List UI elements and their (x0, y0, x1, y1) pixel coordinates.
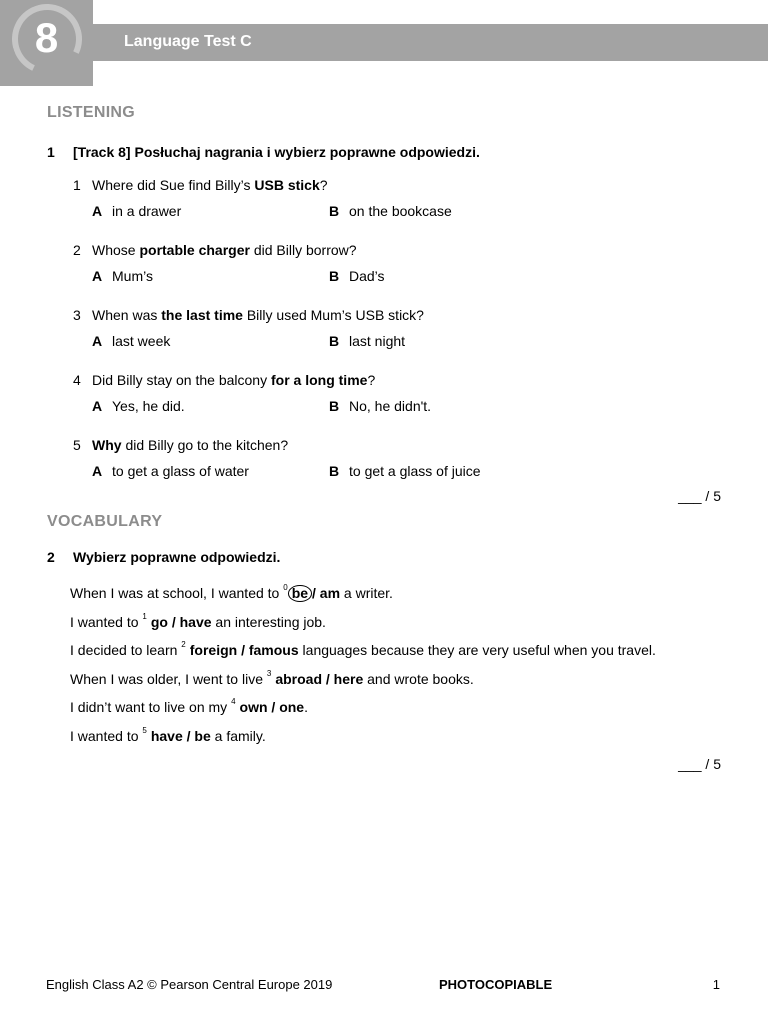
line-text-post: an interesting job. (211, 613, 326, 630)
question-5 (73, 437, 288, 453)
choice-options[interactable]: abroad / here (275, 670, 364, 687)
question-text-bold: portable charger (139, 242, 250, 258)
option-text: to get a glass of water (112, 463, 249, 479)
question-5-option-b[interactable] (329, 463, 481, 479)
question-text-pre: Whose (92, 242, 140, 258)
task-number: 2 (47, 549, 55, 565)
question-text-pre: Where did Sue find Billy’s (92, 177, 255, 193)
vocabulary-line-4 (70, 699, 308, 715)
gap-number: 2 (181, 640, 186, 650)
question-text-pre: When was (92, 307, 162, 323)
question-text-post: did Billy borrow? (249, 242, 357, 258)
question-text-bold: Why (92, 437, 122, 453)
title-bar (93, 24, 768, 61)
vocabulary-line-1 (70, 611, 326, 630)
footer-page-number: 1 (712, 977, 720, 992)
option-text: in a drawer (112, 203, 182, 219)
question-1-option-a[interactable] (92, 203, 181, 219)
unit-badge (0, 0, 93, 86)
gap-number: 4 (231, 697, 236, 707)
question-text-pre: Did Billy stay on the balcony (92, 372, 271, 388)
option-text: last night (349, 333, 406, 349)
vocabulary-line-2 (70, 642, 656, 658)
option-letter: A (92, 398, 103, 414)
question-text-post: Billy used Mum’s USB stick? (242, 307, 424, 323)
instruction-text: [Track 8] Posłuchaj nagrania i wybierz poprawne odpowiedzi. (73, 144, 480, 160)
question-4-option-a[interactable] (92, 398, 185, 414)
option-letter: B (329, 398, 340, 414)
vocabulary-score: ___ / 5 (678, 756, 721, 772)
question-number: 3 (73, 307, 81, 323)
question-text-bold: for a long time (270, 372, 368, 388)
option-letter: A (92, 268, 103, 284)
question-2 (73, 242, 357, 258)
question-number: 4 (73, 372, 81, 388)
question-number: 2 (73, 242, 81, 258)
vocabulary-line-0 (70, 585, 393, 602)
line-text-pre: When I was at school, I wanted to (70, 585, 284, 601)
question-text-post: ? (319, 177, 328, 193)
line-text-post: languages because they are very useful when you travel. (298, 642, 656, 659)
question-5-option-a[interactable] (92, 463, 249, 479)
question-text-post: ? (367, 372, 376, 388)
line-text-post: . (304, 699, 308, 716)
test-title: Language Test C (124, 33, 252, 50)
listening-instruction (47, 144, 480, 160)
option-letter: A (92, 333, 103, 349)
option-letter: B (329, 463, 340, 479)
choice-options[interactable]: / am (312, 585, 341, 601)
option-text: Dad’s (349, 268, 385, 284)
listening-heading: LISTENING (47, 104, 136, 121)
unit-number: 8 (34, 14, 59, 61)
task-number: 1 (47, 144, 55, 160)
choice-options[interactable]: have / be (150, 728, 211, 744)
line-text-post: a family. (210, 728, 266, 744)
option-text: Yes, he did. (112, 398, 185, 414)
choice-options[interactable]: foreign / famous (189, 642, 299, 659)
question-3 (73, 307, 424, 323)
vocabulary-line-3 (70, 668, 474, 687)
question-3-option-a[interactable] (92, 333, 170, 349)
question-number: 1 (73, 177, 81, 193)
option-text: No, he didn't. (349, 398, 432, 414)
line-text-pre: I wanted to (70, 613, 143, 630)
option-text: Mum’s (112, 268, 153, 284)
option-text: to get a glass of juice (349, 463, 481, 479)
vocabulary-line-5 (70, 728, 266, 744)
option-letter: B (329, 203, 340, 219)
footer-copyright: English Class A2 © Pearson Central Europe 2019 (46, 977, 333, 992)
vocabulary-heading: VOCABULARY (47, 513, 163, 530)
gap-number: 1 (142, 611, 147, 621)
gap-number: 0 (283, 583, 288, 592)
option-letter: B (329, 333, 340, 349)
question-text-bold: USB stick (254, 177, 320, 193)
line-text-post: and wrote books. (363, 670, 474, 687)
vocabulary-instruction (47, 549, 280, 565)
option-letter: A (92, 463, 103, 479)
option-text: on the bookcase (349, 203, 452, 219)
question-3-option-b[interactable] (329, 333, 405, 349)
gap-number: 3 (266, 668, 272, 678)
choice-options[interactable]: go / have (150, 613, 212, 630)
line-text-pre: When I was older, I went to live (70, 670, 267, 687)
listening-score: ___ / 5 (678, 488, 721, 504)
question-2-option-a[interactable] (92, 268, 153, 284)
line-text-pre: I decided to learn (70, 642, 182, 659)
question-number: 5 (73, 437, 81, 453)
choice-options[interactable]: own / one (239, 699, 305, 716)
line-text-post: a writer. (340, 585, 393, 601)
line-text-pre: I wanted to (70, 728, 143, 744)
question-1-option-b[interactable] (329, 203, 452, 219)
option-letter: B (329, 268, 340, 284)
question-text-bold: the last time (161, 307, 243, 323)
question-text-post: did Billy go to the kitchen? (121, 437, 289, 453)
gap-number: 5 (142, 726, 147, 735)
footer-photocopiable: PHOTOCOPIABLE (439, 977, 553, 992)
circled-answer: be (288, 585, 312, 602)
option-letter: A (92, 203, 103, 219)
question-1 (73, 177, 328, 193)
question-4-option-b[interactable] (329, 398, 431, 414)
question-2-option-b[interactable] (329, 268, 385, 284)
question-4 (73, 372, 375, 388)
line-text-pre: I didn’t want to live on my (70, 699, 232, 716)
instruction-text: Wybierz poprawne odpowiedzi. (73, 549, 281, 565)
option-text: last week (112, 333, 171, 349)
